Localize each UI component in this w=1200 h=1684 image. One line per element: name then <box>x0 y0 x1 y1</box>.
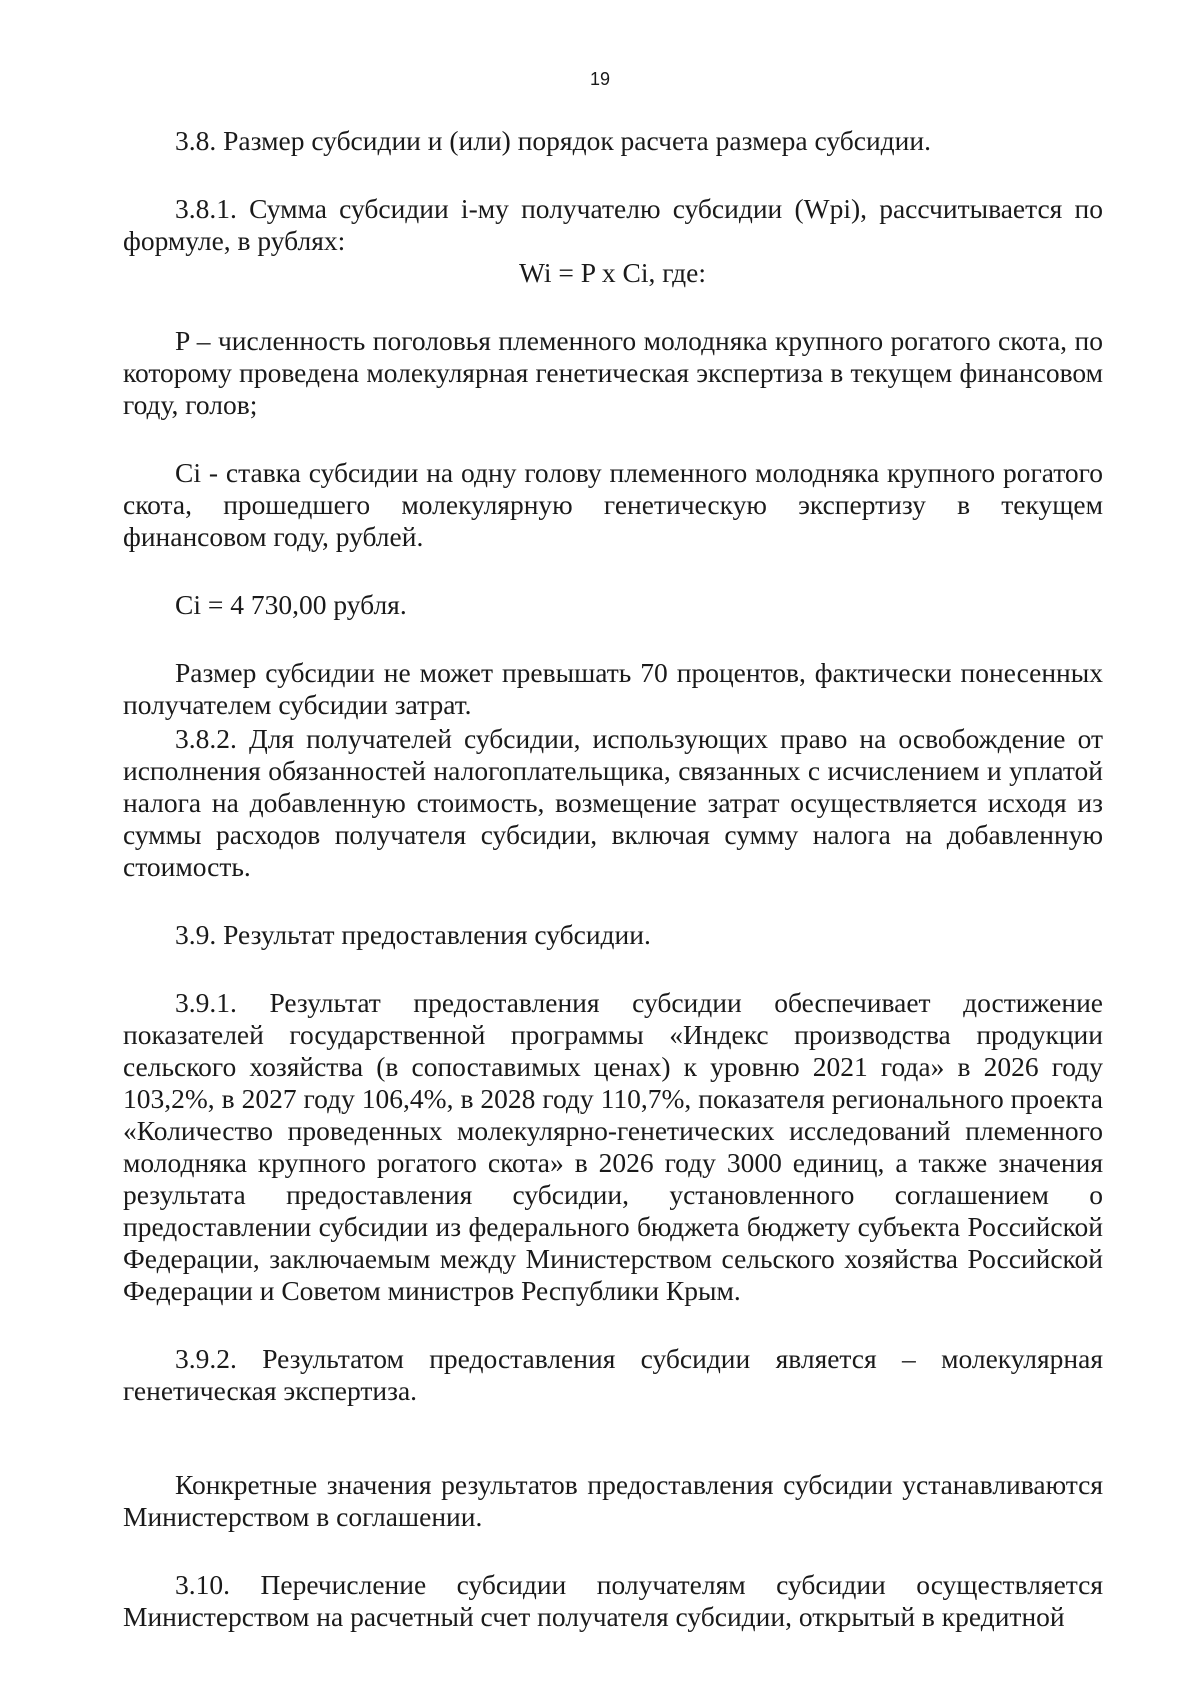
section-heading-3-9: 3.9. Результат предоставления субсидии. <box>175 919 651 950</box>
paragraph-3-8-1: 3.8.1. Сумма субсидии i-му получателю субсидии (Wpi), рассчитывается по формуле, в рублях: <box>123 193 1103 256</box>
paragraph-3-9-2: 3.9.2. Результатом предоставления субсидии является – молекулярная генетическая экспертиза. <box>123 1343 1103 1406</box>
definition-p: P – численность поголовья племенного молодняка крупного рогатого скота, по которому проведена молекулярная генетическая экспертиза в текущем финансовом году, голов; <box>123 325 1103 420</box>
section-heading-3-8: 3.8. Размер субсидии и (или) порядок расчета размера субсидии. <box>175 125 931 156</box>
ci-value: Ci = 4 730,00 рубля. <box>175 589 407 620</box>
paragraph-specific-values: Конкретные значения результатов предоставления субсидии устанавливаются Министерством в соглашении. <box>123 1469 1103 1532</box>
formula: Wi = P x Ci, где: <box>519 257 707 288</box>
definition-ci: Ci - ставка субсидии на одну голову племенного молодняка крупного рогатого скота, прошедшего молекулярную генетическую экспертизу в текущем финансовом году, рублей. <box>123 457 1103 552</box>
paragraph-3-10: 3.10. Перечисление субсидии получателям субсидии осуществляется Министерством на расчетный счет получателя субсидии, открытый в кредитной <box>123 1569 1103 1632</box>
paragraph-3-9-1: 3.9.1. Результат предоставления субсидии обеспечивает достижение показателей государственной программы «Индекс производства продукции сельского хозяйства (в сопоставимых ценах) к уровню 2021 года» в 2026 году 103,2%, в 2027 году 106,4%, в 2028 году 110,7%, показателя регионального проекта «Количество проведенных молекулярно-генетических исследований племенного молодняка крупного рогатого скота» в 2026 году 3000 единиц, а также значения результата предоставления субсидии, установленного соглашением о предоставлении субсидии из федерального бюджета бюджету субъекта Российской Федерации, заключаемым между Министерством сельского хозяйства Российской Федерации и Советом министров Республики Крым. <box>123 987 1103 1306</box>
paragraph-3-8-2: 3.8.2. Для получателей субсидии, использующих право на освобождение от исполнения обязанностей налогоплательщика, связанных с исчислением и уплатой налога на добавленную стоимость, возмещение затрат осуществляется исходя из суммы расходов получателя субсидии, включая сумму налога на добавленную стоимость. <box>123 723 1103 882</box>
document-body <box>123 125 1103 1633</box>
paragraph-limit: Размер субсидии не может превышать 70 процентов, фактически понесенных получателем субсидии затрат. <box>123 657 1103 720</box>
page-number: 19 <box>589 69 611 89</box>
